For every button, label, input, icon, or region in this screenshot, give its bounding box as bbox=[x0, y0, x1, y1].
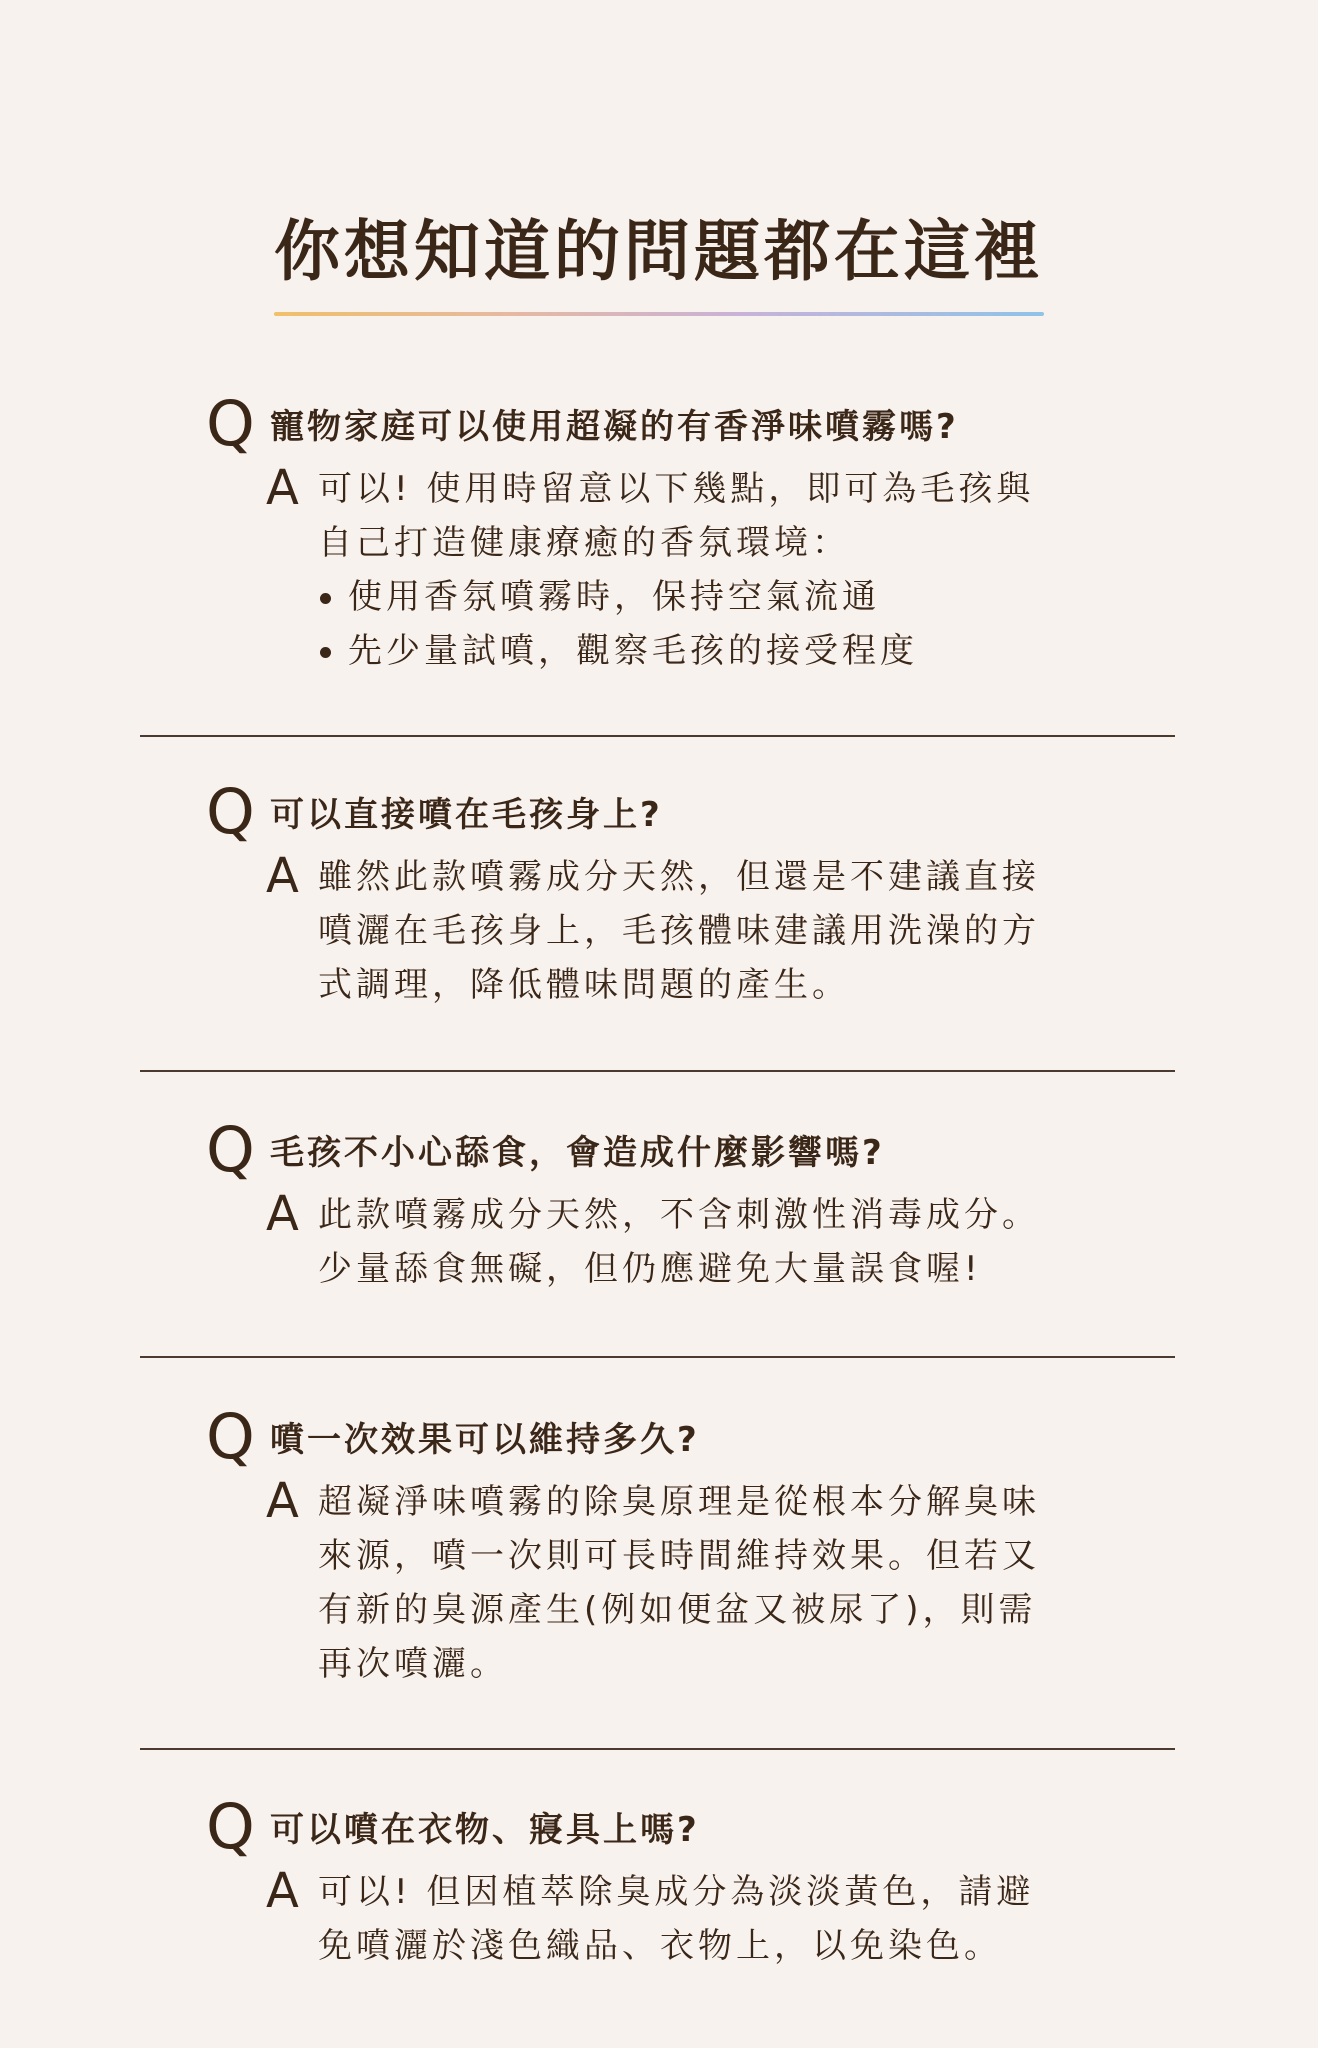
answer-line: 少量舔食無礙，但仍應避免大量誤食喔! bbox=[318, 1249, 982, 1289]
answer-line: 來源，噴一次則可長時間維持效果。但若又 bbox=[318, 1536, 1040, 1576]
a-mark: A bbox=[266, 1473, 299, 1529]
question-row bbox=[206, 775, 1086, 850]
answer-block bbox=[206, 1865, 1086, 1973]
title-underline bbox=[274, 312, 1044, 316]
answer-line: 可以! 但因植萃除臭成分為淡淡黃色，請避 bbox=[318, 1872, 1035, 1912]
answer-line: 式調理，降低體味問題的產生。 bbox=[318, 965, 850, 1005]
answer-line: 雖然此款噴霧成分天然，但還是不建議直接 bbox=[318, 857, 1040, 897]
q-mark: Q bbox=[206, 387, 255, 460]
answer-line: 再次噴灑。 bbox=[318, 1644, 508, 1684]
question-row bbox=[206, 387, 1086, 462]
answer-bullet: 先少量試噴，觀察毛孩的接受程度 bbox=[318, 624, 1086, 678]
answer-line: 有新的臭源產生(例如便盆又被尿了)，則需 bbox=[318, 1590, 1037, 1630]
answer-block bbox=[206, 1188, 1086, 1296]
q-mark: Q bbox=[206, 1790, 255, 1863]
divider bbox=[140, 1070, 1175, 1072]
divider bbox=[140, 1356, 1175, 1358]
answer-line: 可以! 使用時留意以下幾點，即可為毛孩與 bbox=[318, 469, 1035, 509]
q-mark: Q bbox=[206, 1400, 255, 1473]
faq-item bbox=[206, 387, 1086, 678]
a-mark: A bbox=[266, 1186, 299, 1242]
answer-line: 此款噴霧成分天然，不含刺激性消毒成分。 bbox=[318, 1195, 1040, 1235]
question-text: 可以噴在衣物、寢具上嗎? bbox=[270, 1810, 700, 1850]
answer-line: 噴灑在毛孩身上，毛孩體味建議用洗澡的方 bbox=[318, 911, 1040, 951]
answer-bullet: 使用香氛噴霧時，保持空氣流通 bbox=[318, 570, 1086, 624]
answer-line: 自己打造健康療癒的香氛環境： bbox=[318, 523, 850, 563]
a-mark: A bbox=[266, 848, 299, 904]
faq-item bbox=[206, 1790, 1086, 1973]
answer-block bbox=[206, 850, 1086, 1012]
question-text: 噴一次效果可以維持多久? bbox=[270, 1420, 700, 1460]
q-mark: Q bbox=[206, 775, 255, 848]
question-row bbox=[206, 1400, 1086, 1475]
answer-line: 超凝淨味噴霧的除臭原理是從根本分解臭味 bbox=[318, 1482, 1040, 1522]
divider bbox=[140, 1748, 1175, 1750]
a-mark: A bbox=[266, 460, 299, 516]
answer-block bbox=[206, 462, 1086, 678]
faq-item bbox=[206, 775, 1086, 1012]
question-row bbox=[206, 1113, 1086, 1188]
question-text: 毛孩不小心舔食，會造成什麼影響嗎? bbox=[270, 1133, 885, 1173]
answer-line: 免噴灑於淺色織品、衣物上，以免染色。 bbox=[318, 1926, 1002, 1966]
a-mark: A bbox=[266, 1863, 299, 1919]
question-text: 可以直接噴在毛孩身上? bbox=[270, 795, 663, 835]
faq-item bbox=[206, 1113, 1086, 1296]
faq-item bbox=[206, 1400, 1086, 1691]
question-row bbox=[206, 1790, 1086, 1865]
divider bbox=[140, 735, 1175, 737]
page-title: 你想知道的問題都在這裡 bbox=[274, 213, 1044, 290]
question-text: 寵物家庭可以使用超凝的有香淨味噴霧嗎? bbox=[270, 407, 959, 447]
answer-block bbox=[206, 1475, 1086, 1691]
q-mark: Q bbox=[206, 1113, 255, 1186]
